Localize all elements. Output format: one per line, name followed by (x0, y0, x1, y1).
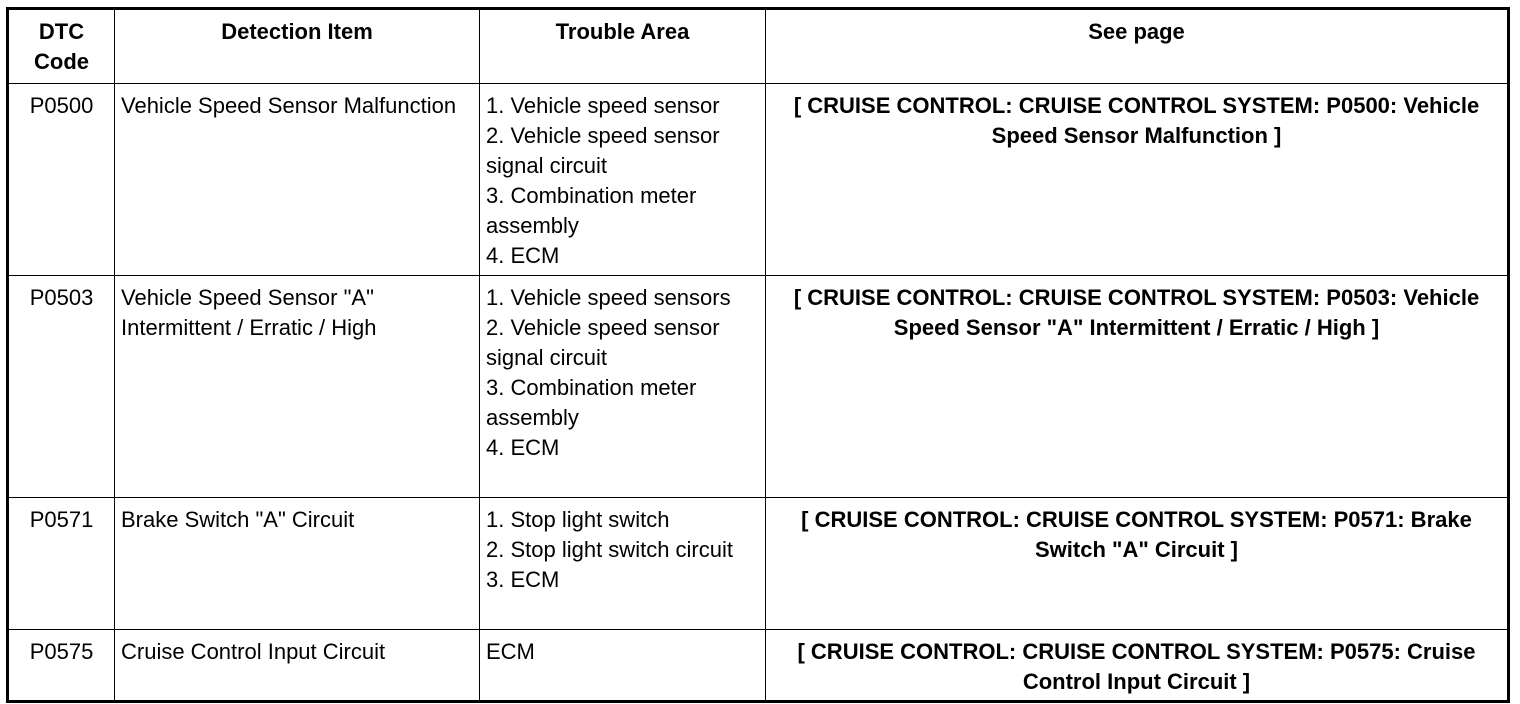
dtc-code-cell: P0500 (8, 84, 115, 276)
detection-item-cell: Vehicle Speed Sensor Malfunction (115, 84, 480, 276)
trouble-area-item: 1. Stop light switch (486, 507, 670, 532)
table-row (8, 630, 1509, 702)
header-row (8, 9, 1509, 84)
detection-item-cell: Brake Switch "A" Circuit (115, 498, 480, 630)
table-row (8, 498, 1509, 630)
trouble-area-item: 4. ECM (486, 243, 560, 268)
dtc-table (6, 7, 1510, 703)
trouble-area-item: 1. Vehicle speed sensors (486, 285, 731, 310)
trouble-area-item: 3. ECM (486, 567, 560, 592)
header-dtc-code: DTC Code (8, 9, 115, 84)
trouble-area-item: 2. Vehicle speed sensor signal circuit (486, 123, 720, 178)
trouble-area-item: 2. Stop light switch circuit (486, 537, 733, 562)
trouble-area-item: 4. ECM (486, 435, 560, 460)
dtc-code-cell: P0571 (8, 498, 115, 630)
trouble-area-item: 1. Vehicle speed sensor (486, 93, 720, 118)
trouble-area-cell (480, 498, 766, 630)
trouble-area-cell (480, 84, 766, 276)
header-trouble-area: Trouble Area (480, 9, 766, 84)
see-page-link[interactable]: [ CRUISE CONTROL: CRUISE CONTROL SYSTEM: P0503: Vehicle Speed Sensor "A" Intermittent / Erratic / High ] (766, 276, 1509, 498)
trouble-area-item: 3. Combination meter assembly (486, 183, 697, 238)
see-page-link[interactable]: [ CRUISE CONTROL: CRUISE CONTROL SYSTEM: P0575: Cruise Control Input Circuit ] (766, 630, 1509, 702)
trouble-area-item: 2. Vehicle speed sensor signal circuit (486, 315, 720, 370)
detection-item-cell: Vehicle Speed Sensor "A" Intermittent / Erratic / High (115, 276, 480, 498)
table-row (8, 84, 1509, 276)
trouble-area-item: ECM (486, 639, 535, 664)
dtc-code-cell: P0575 (8, 630, 115, 702)
table-row (8, 276, 1509, 498)
see-page-link[interactable]: [ CRUISE CONTROL: CRUISE CONTROL SYSTEM: P0500: Vehicle Speed Sensor Malfunction ] (766, 84, 1509, 276)
trouble-area-cell (480, 276, 766, 498)
detection-item-cell: Cruise Control Input Circuit (115, 630, 480, 702)
trouble-area-item: 3. Combination meter assembly (486, 375, 697, 430)
header-see-page: See page (766, 9, 1509, 84)
see-page-link[interactable]: [ CRUISE CONTROL: CRUISE CONTROL SYSTEM: P0571: Brake Switch "A" Circuit ] (766, 498, 1509, 630)
trouble-area-cell (480, 630, 766, 702)
header-detection-item: Detection Item (115, 9, 480, 84)
dtc-code-cell: P0503 (8, 276, 115, 498)
